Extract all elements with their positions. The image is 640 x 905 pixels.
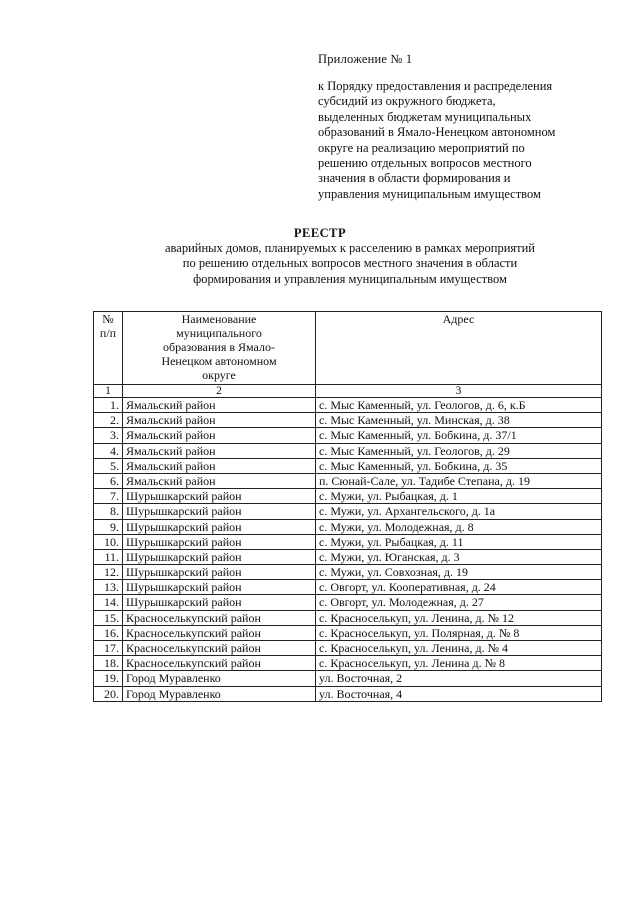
row-address: с. Красноселькуп, ул. Полярная, д. № 8 xyxy=(316,625,602,640)
row-municipality: Город Муравленко xyxy=(123,686,316,701)
table-row xyxy=(94,519,602,534)
appendix-line: управления муниципальным имуществом xyxy=(318,186,541,201)
row-address: с. Мыс Каменный, ул. Минская, д. 38 xyxy=(316,413,602,428)
row-municipality: Ямальский район xyxy=(123,398,316,413)
table-row xyxy=(94,443,602,458)
registry-title: РЕЕСТР xyxy=(293,226,347,240)
row-number: 2. xyxy=(94,413,123,428)
row-address: с. Красноселькуп, ул. Ленина д. № 8 xyxy=(316,656,602,671)
row-municipality: Ямальский район xyxy=(123,428,316,443)
row-municipality: Красноселькупский район xyxy=(123,610,316,625)
subtitle-line: формирования и управления муниципальным имуществом xyxy=(193,271,507,286)
column-number: 1 xyxy=(94,385,123,398)
column-number-row xyxy=(94,385,602,398)
row-municipality: Шурышкарский район xyxy=(123,580,316,595)
row-address: с. Мужи, ул. Юганская, д. 3 xyxy=(316,549,602,564)
header-text: Наименование xyxy=(181,312,257,326)
row-municipality: Ямальский район xyxy=(123,443,316,458)
column-number: 2 xyxy=(123,385,316,398)
row-number: 10. xyxy=(94,534,123,549)
row-municipality: Шурышкарский район xyxy=(123,534,316,549)
table-row xyxy=(94,489,602,504)
row-number: 16. xyxy=(94,625,123,640)
row-municipality: Город Муравленко xyxy=(123,671,316,686)
row-municipality: Шурышкарский район xyxy=(123,549,316,564)
table-row xyxy=(94,565,602,580)
row-address: с. Красноселькуп, ул. Ленина, д. № 4 xyxy=(316,641,602,656)
row-address: ул. Восточная, 4 xyxy=(316,686,602,701)
table-row xyxy=(94,625,602,640)
row-address: ул. Восточная, 2 xyxy=(316,671,602,686)
table-row xyxy=(94,473,602,488)
header-address xyxy=(316,312,602,385)
row-number: 14. xyxy=(94,595,123,610)
table-row xyxy=(94,580,602,595)
header-text: округе xyxy=(202,368,236,382)
row-address: с. Овгорт, ул. Молодежная, д. 27 xyxy=(316,595,602,610)
row-address: с. Красноселькуп, ул. Ленина, д. № 12 xyxy=(316,610,602,625)
row-number: 7. xyxy=(94,489,123,504)
row-municipality: Шурышкарский район xyxy=(123,595,316,610)
row-number: 8. xyxy=(94,504,123,519)
registry-table xyxy=(93,311,602,702)
row-number: 9. xyxy=(94,519,123,534)
table-row xyxy=(94,398,602,413)
row-number: 18. xyxy=(94,656,123,671)
header-text: Адрес xyxy=(442,312,475,326)
header-text: Ненецком автономном xyxy=(161,354,277,368)
header-text: № xyxy=(102,312,114,326)
row-address: с. Мужи, ул. Совхозная, д. 19 xyxy=(316,565,602,580)
row-number: 17. xyxy=(94,641,123,656)
table-row xyxy=(94,656,602,671)
row-number: 11. xyxy=(94,549,123,564)
row-municipality: Шурышкарский район xyxy=(123,519,316,534)
row-number: 3. xyxy=(94,428,123,443)
appendix-line: значения в области формирования и xyxy=(318,171,511,186)
table-row xyxy=(94,595,602,610)
row-address: п. Сюнай-Сале, ул. Тадибе Степана, д. 19 xyxy=(316,473,602,488)
table-row xyxy=(94,534,602,549)
table-header-row xyxy=(94,312,602,385)
table-row xyxy=(94,504,602,519)
row-address: с. Овгорт, ул. Кооперативная, д. 24 xyxy=(316,580,602,595)
row-number: 1. xyxy=(94,398,123,413)
table-row xyxy=(94,458,602,473)
table-row xyxy=(94,413,602,428)
appendix-line: округе на реализацию мероприятий по xyxy=(318,140,525,155)
row-municipality: Ямальский район xyxy=(123,473,316,488)
header-text: образования в Ямало- xyxy=(163,340,275,354)
table-row xyxy=(94,686,602,701)
row-municipality: Шурышкарский район xyxy=(123,489,316,504)
row-number: 20. xyxy=(94,686,123,701)
row-number: 13. xyxy=(94,580,123,595)
row-address: с. Мыс Каменный, ул. Бобкина, д. 37/1 xyxy=(316,428,602,443)
row-address: с. Мужи, ул. Рыбацкая, д. 11 xyxy=(316,534,602,549)
row-address: с. Мужи, ул. Рыбацкая, д. 1 xyxy=(316,489,602,504)
row-municipality: Ямальский район xyxy=(123,458,316,473)
row-address: с. Мужи, ул. Молодежная, д. 8 xyxy=(316,519,602,534)
appendix-line: выделенных бюджетам муниципальных xyxy=(318,109,532,124)
row-address: с. Мужи, ул. Архангельского, д. 1а xyxy=(316,504,602,519)
row-address: с. Мыс Каменный, ул. Геологов, д. 6, к.Б xyxy=(316,398,602,413)
appendix-line: к Порядку предоставления и распределения xyxy=(318,79,553,93)
table-row xyxy=(94,671,602,686)
row-municipality: Шурышкарский район xyxy=(123,504,316,519)
table-row xyxy=(94,641,602,656)
row-number: 15. xyxy=(94,610,123,625)
subtitle-line: аварийных домов, планируемых к расселению в рамках мероприятий xyxy=(164,241,535,255)
row-municipality: Красноселькупский район xyxy=(123,656,316,671)
header-number xyxy=(94,312,123,385)
appendix-line: образований в Ямало-Ненецком автономном xyxy=(318,125,556,140)
appendix-reference xyxy=(318,79,618,202)
subtitle-line: по решению отдельных вопросов местного значения в области xyxy=(182,256,518,271)
table-row xyxy=(94,549,602,564)
row-address: с. Мыс Каменный, ул. Геологов, д. 29 xyxy=(316,443,602,458)
column-number: 3 xyxy=(316,385,602,398)
registry-subtitle xyxy=(0,241,640,287)
row-number: 4. xyxy=(94,443,123,458)
row-number: 5. xyxy=(94,458,123,473)
row-number: 19. xyxy=(94,671,123,686)
appendix-title: Приложение № 1 xyxy=(318,52,413,66)
table-row xyxy=(94,428,602,443)
row-number: 6. xyxy=(94,473,123,488)
row-municipality: Красноселькупский район xyxy=(123,641,316,656)
row-number: 12. xyxy=(94,565,123,580)
row-municipality: Шурышкарский район xyxy=(123,565,316,580)
row-address: с. Мыс Каменный, ул. Бобкина, д. 35 xyxy=(316,458,602,473)
header-text: п/п xyxy=(99,326,117,340)
row-municipality: Ямальский район xyxy=(123,413,316,428)
appendix-line: субсидий из окружного бюджета, xyxy=(318,94,496,109)
row-municipality: Красноселькупский район xyxy=(123,625,316,640)
table-row xyxy=(94,610,602,625)
header-text: муниципального xyxy=(176,326,262,340)
appendix-line: решению отдельных вопросов местного xyxy=(318,156,532,171)
header-municipality xyxy=(123,312,316,385)
registry-body xyxy=(94,398,602,702)
